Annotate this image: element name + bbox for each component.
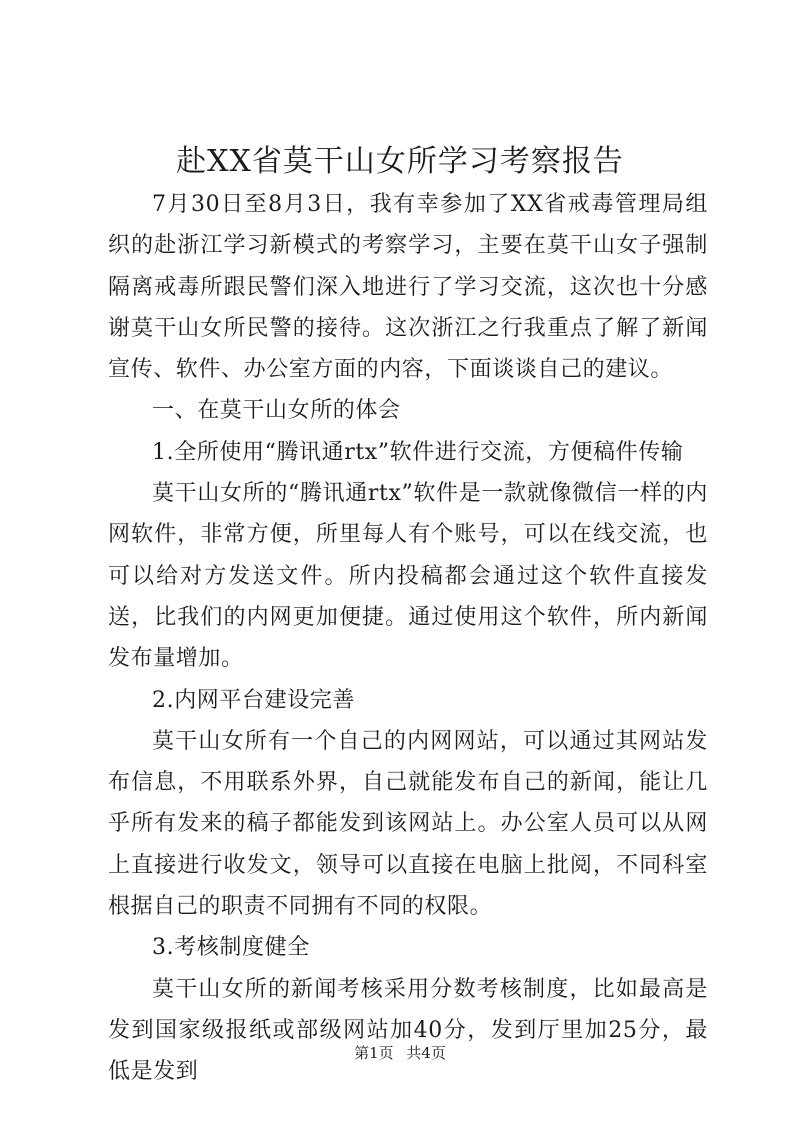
- subheading-3: 3.考核制度健全: [152, 935, 310, 961]
- paragraph-rtx: 莫干山女所的“腾讯通rtx”软件是一款就像微信一样的内网软件，非常方便，所里每人有个账号，可以在线交流，也可以给对方发送文件。所内投稿都会通过这个软件直接发送，比我们的内网更加便捷。通过使用这个软件，所内新闻发布量增加。: [108, 481, 708, 672]
- document-title: 赴XX省莫干山女所学习考察报告: [176, 144, 624, 179]
- page-number: 第1页: [354, 1044, 394, 1062]
- subheading-2: 2.内网平台建设完善: [152, 687, 355, 713]
- section-heading-1: 一、在莫干山女所的体会: [152, 398, 401, 424]
- page-footer: [0, 1043, 800, 1063]
- document-body: [108, 184, 708, 1093]
- paragraph-assessment: 莫干山女所的新闻考核采用分数考核制度，比如最高是发到国家级报纸或部级网站加40分，发到厅里加25分，最低是发到: [108, 976, 708, 1085]
- subheading-1: 1.全所使用“腾讯通rtx”软件进行交流，方便稿件传输: [152, 439, 684, 465]
- paragraph-intranet: 莫干山女所有一个自己的内网网站，可以通过其网站发布信息，不用联系外界，自己就能发布自己的新闻，能让几乎所有发来的稿子都能发到该网站上。办公室人员可以从网上直接进行收发文，领导可以直接在电脑上批阅，不同科室根据自己的职责不同拥有不同的权限。: [108, 728, 708, 920]
- paragraph-intro: 7月30日至8月3日，我有幸参加了XX省戒毒管理局组织的赴浙江学习新模式的考察学习，主要在莫干山女子强制隔离戒毒所跟民警们深入地进行了学习交流，这次也十分感谢莫干山女所民警的接待。这次浙江之行我重点了解了新闻宣传、软件、办公室方面的内容，下面谈谈自己的建议。: [108, 192, 708, 383]
- page-total: 共4页: [406, 1044, 446, 1062]
